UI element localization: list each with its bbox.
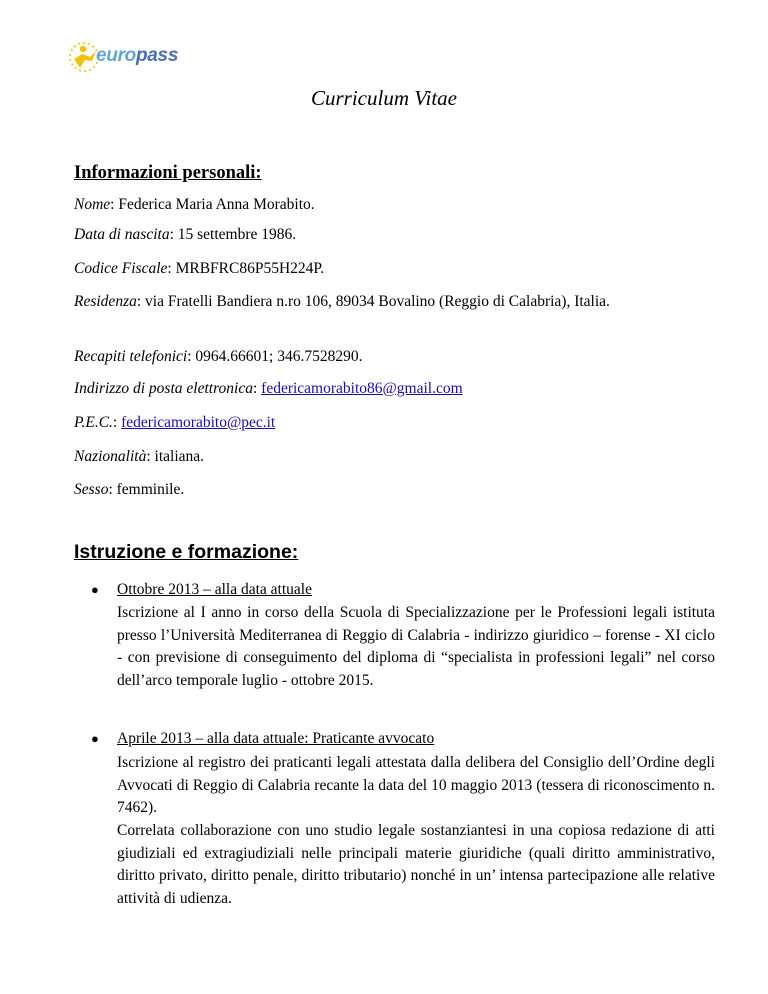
pec-link[interactable]: federicamorabito@pec.it	[121, 414, 276, 431]
field-name	[74, 194, 716, 216]
field-pec	[74, 412, 716, 434]
bullet-icon: ●	[91, 582, 99, 597]
field-value: : italiana.	[146, 448, 205, 465]
field-label: Codice Fiscale	[74, 260, 168, 277]
field-tax-code	[74, 258, 716, 280]
field-label: P.E.C.	[74, 414, 113, 431]
bullet-icon: ●	[91, 731, 99, 746]
field-label: Nazionalità	[74, 448, 147, 465]
field-nationality	[74, 446, 716, 468]
field-phone	[74, 346, 716, 368]
field-value: : MRBFRC86P55H224P.	[167, 260, 325, 277]
email-link[interactable]: federicamorabito86@gmail.com	[261, 380, 463, 397]
field-label: Data di nascita	[74, 226, 170, 243]
document-title: Curriculum Vitae	[310, 86, 457, 110]
field-email	[74, 378, 716, 400]
education-heading: Istruzione e formazione:	[74, 541, 299, 563]
field-value: : via Fratelli Bandiera n.ro 106, 89034 Bovalino (Reggio di Calabria), Italia.	[136, 293, 610, 310]
field-value: :	[252, 380, 262, 397]
education-item-description: Correlata collaborazione con uno studio legale sostanziantesi in una copiosa redazione di atti giudiziali ed extragiudiziali nelle principali materie giuridiche (quali diritto amministrativo, diritto privato, diritto penale, diritto tributario) nonché in un’ intensa partecipazione alle relative attività di udienza.	[117, 822, 715, 907]
field-value: : Federica Maria Anna Morabito.	[110, 196, 315, 213]
field-label: Recapiti telefonici	[74, 348, 188, 365]
field-residence	[74, 291, 716, 313]
field-label: Nome	[74, 196, 111, 213]
education-item-description: Iscrizione al registro dei praticanti legali attestata dalla delibera del Consiglio dell’Ordine degli Avvocati di Reggio di Calabria recante la data del 10 maggio 2013 (tessera di riconoscimento n. 7462).	[117, 754, 715, 816]
field-value: :	[112, 414, 122, 431]
field-label: Indirizzo di posta elettronica	[74, 380, 253, 397]
field-label: Residenza	[74, 293, 137, 310]
field-label: Sesso	[74, 481, 109, 498]
field-birth-date	[74, 224, 716, 246]
field-value: : 15 settembre 1986.	[169, 226, 297, 243]
education-item-description: Iscrizione al I anno in corso della Scuola di Specializzazione per le Professioni legali istituta presso l’Università Mediterranea di Reggio di Calabria - indirizzo giuridico – forense - XI ciclo - con previsione di conseguimento del diploma di “specialista in professioni legali” nel corso dell’arco temporale luglio - ottobre 2015.	[117, 604, 715, 689]
field-value: : 0964.66601; 346.7528290.	[187, 348, 363, 365]
field-value: : femminile.	[108, 481, 185, 498]
personal-info-heading: Informazioni personali:	[74, 163, 262, 183]
europass-wordmark: europass	[96, 45, 179, 66]
field-sex	[74, 479, 716, 501]
